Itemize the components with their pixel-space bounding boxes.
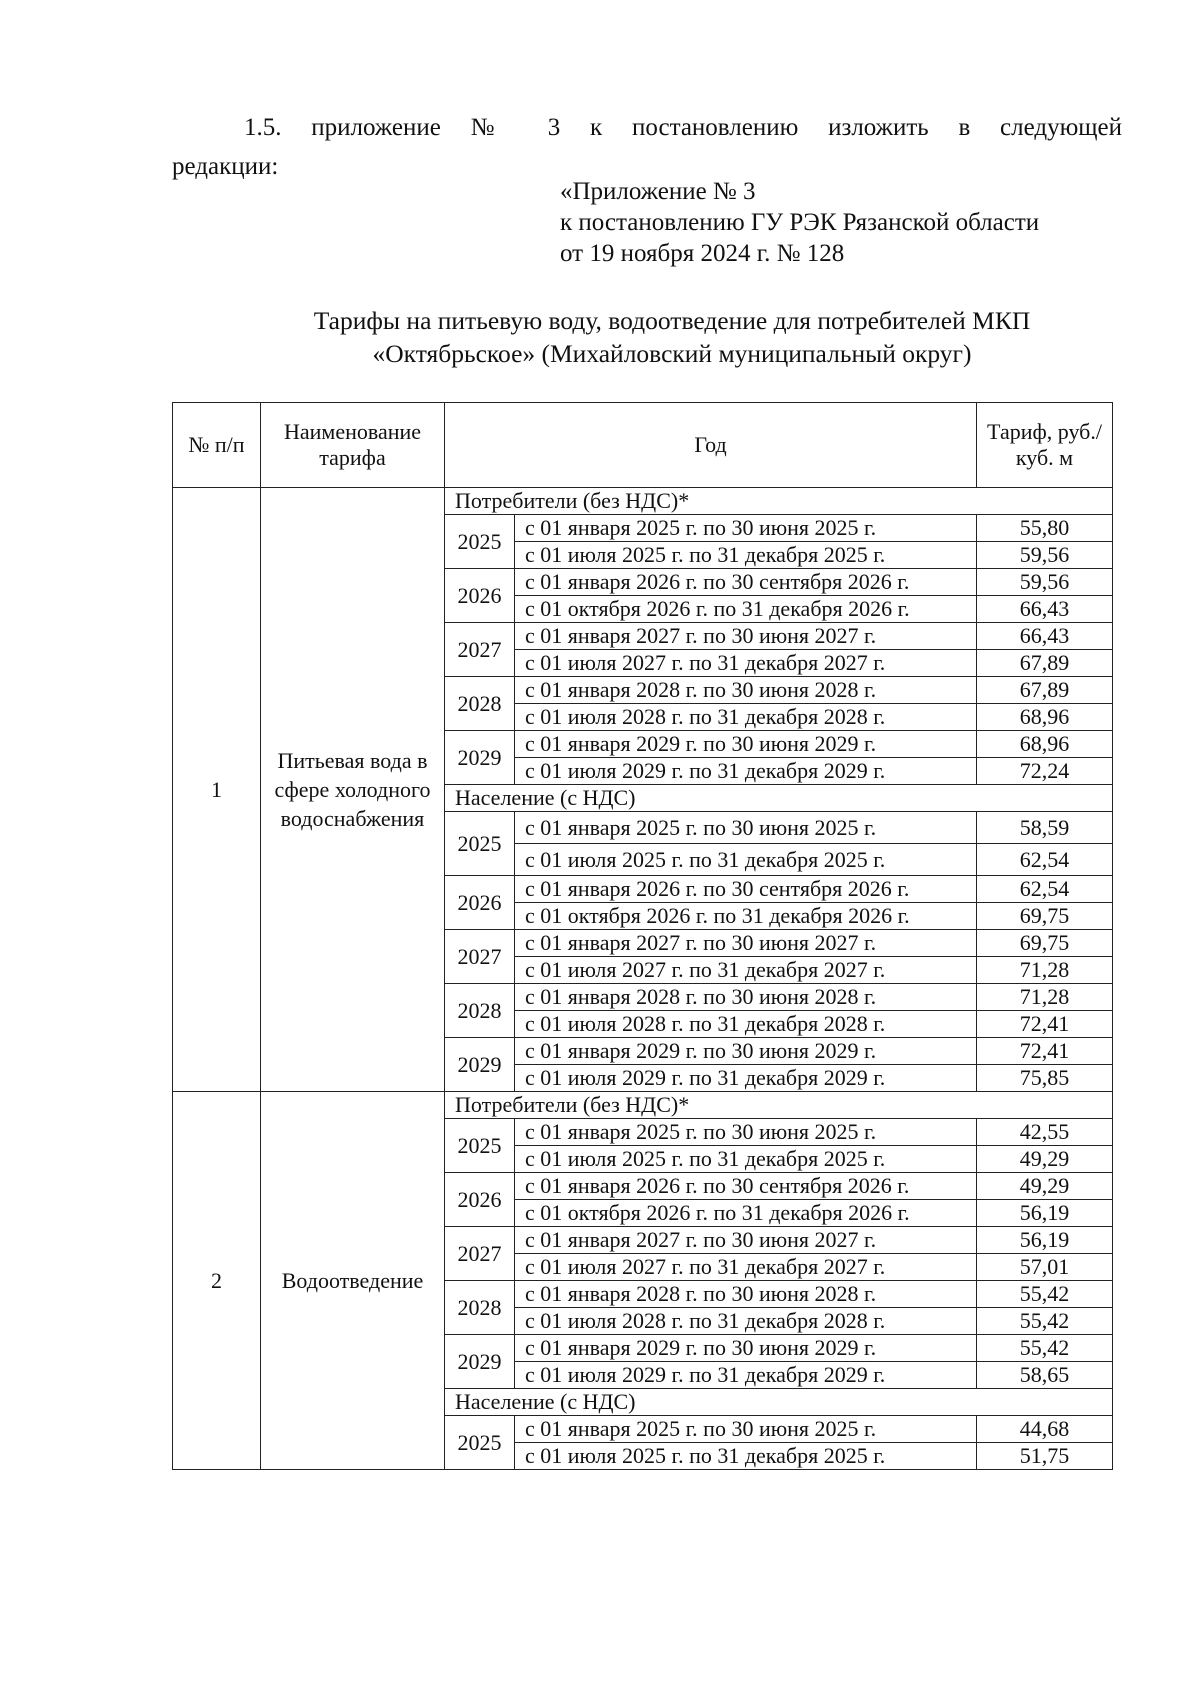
tariff-value: 75,85	[977, 1065, 1113, 1092]
tariff-value: 59,56	[977, 569, 1113, 596]
consumer-category: Население (с НДС)	[445, 785, 1113, 812]
period-cell: с 01 января 2025 г. по 30 июня 2025 г.	[515, 1416, 977, 1443]
period-cell: с 01 января 2029 г. по 30 июня 2029 г.	[515, 1038, 977, 1065]
tariff-value: 66,43	[977, 596, 1113, 623]
tariff-value: 72,41	[977, 1038, 1113, 1065]
tariff-value: 71,28	[977, 957, 1113, 984]
year-cell: 2028	[445, 984, 515, 1038]
year-cell: 2026	[445, 1173, 515, 1227]
tariff-value: 55,80	[977, 515, 1113, 542]
period-cell: с 01 июля 2028 г. по 31 декабря 2028 г.	[515, 704, 977, 731]
tariff-value: 55,42	[977, 1335, 1113, 1362]
section-number: 2	[173, 1092, 261, 1470]
tariff-value: 69,75	[977, 903, 1113, 930]
document-title	[172, 304, 1172, 370]
period-cell: с 01 июля 2025 г. по 31 декабря 2025 г.	[515, 542, 977, 569]
tariff-value: 68,96	[977, 731, 1113, 758]
year-cell: 2028	[445, 1281, 515, 1335]
year-cell: 2029	[445, 731, 515, 785]
header-year: Год	[445, 403, 977, 488]
table-body	[173, 488, 1113, 1470]
title-line: Тарифы на питьевую воду, водоотведение для потребителей МКП	[313, 306, 1031, 335]
tariff-table	[172, 402, 1113, 1470]
tariff-value: 42,55	[977, 1119, 1113, 1146]
period-cell: с 01 октября 2026 г. по 31 декабря 2026 г.	[515, 596, 977, 623]
tariff-value: 72,24	[977, 758, 1113, 785]
header-name: Наименование тарифа	[261, 403, 445, 488]
period-cell: с 01 января 2027 г. по 30 июня 2027 г.	[515, 623, 977, 650]
year-cell: 2025	[445, 515, 515, 569]
period-cell: с 01 января 2028 г. по 30 июня 2028 г.	[515, 984, 977, 1011]
intro-paragraph	[172, 108, 1122, 186]
category-row	[173, 1092, 1113, 1119]
tariff-value: 58,59	[977, 812, 1113, 844]
header-num: № п/п	[173, 403, 261, 488]
consumer-category: Потребители (без НДС)*	[445, 488, 1113, 515]
tariff-value: 69,75	[977, 930, 1113, 957]
tariff-value: 72,41	[977, 1011, 1113, 1038]
header-tariff: Тариф, руб./куб. м	[977, 403, 1113, 488]
period-cell: с 01 января 2025 г. по 30 июня 2025 г.	[515, 515, 977, 542]
tariff-value: 55,42	[977, 1308, 1113, 1335]
period-cell: с 01 июля 2027 г. по 31 декабря 2027 г.	[515, 1254, 977, 1281]
intro-line: редакции:	[172, 153, 279, 180]
category-row	[173, 488, 1113, 515]
period-cell: с 01 июля 2027 г. по 31 декабря 2027 г.	[515, 957, 977, 984]
tariff-value: 62,54	[977, 876, 1113, 903]
consumer-category: Население (с НДС)	[445, 1389, 1113, 1416]
period-cell: с 01 октября 2026 г. по 31 декабря 2026 г.	[515, 1200, 977, 1227]
tariff-value: 66,43	[977, 623, 1113, 650]
period-cell: с 01 января 2029 г. по 30 июня 2029 г.	[515, 1335, 977, 1362]
period-cell: с 01 января 2029 г. по 30 июня 2029 г.	[515, 731, 977, 758]
tariff-value: 51,75	[977, 1443, 1113, 1470]
year-cell: 2026	[445, 876, 515, 930]
tariff-value: 71,28	[977, 984, 1113, 1011]
appendix-line: от 19 ноября 2024 г. № 128	[560, 240, 845, 267]
year-cell: 2029	[445, 1038, 515, 1092]
period-cell: с 01 июля 2025 г. по 31 декабря 2025 г.	[515, 1146, 977, 1173]
period-cell: с 01 января 2026 г. по 30 сентября 2026 г.	[515, 569, 977, 596]
period-cell: с 01 июля 2029 г. по 31 декабря 2029 г.	[515, 1065, 977, 1092]
appendix-line: «Приложение № 3	[560, 178, 756, 205]
period-cell: с 01 января 2026 г. по 30 сентября 2026 г.	[515, 876, 977, 903]
table-header-row	[173, 403, 1113, 488]
period-cell: с 01 января 2027 г. по 30 июня 2027 г.	[515, 1227, 977, 1254]
period-cell: с 01 января 2027 г. по 30 июня 2027 г.	[515, 930, 977, 957]
tariff-value: 58,65	[977, 1362, 1113, 1389]
year-cell: 2027	[445, 623, 515, 677]
tariff-name: Питьевая вода в сфере холодного водоснабжения	[261, 488, 445, 1092]
period-cell: с 01 января 2028 г. по 30 июня 2028 г.	[515, 677, 977, 704]
appendix-line: к постановлению ГУ РЭК Рязанской области	[560, 209, 1040, 236]
tariff-value: 62,54	[977, 844, 1113, 876]
tariff-name: Водоотведение	[261, 1092, 445, 1470]
tariff-value: 67,89	[977, 677, 1113, 704]
section-number: 1	[173, 488, 261, 1092]
period-cell: с 01 января 2025 г. по 30 июня 2025 г.	[515, 1119, 977, 1146]
tariff-value: 55,42	[977, 1281, 1113, 1308]
year-cell: 2029	[445, 1335, 515, 1389]
year-cell: 2025	[445, 1416, 515, 1470]
tariff-value: 68,96	[977, 704, 1113, 731]
tariff-value: 44,68	[977, 1416, 1113, 1443]
period-cell: с 01 января 2026 г. по 30 сентября 2026 г.	[515, 1173, 977, 1200]
period-cell: с 01 июля 2027 г. по 31 декабря 2027 г.	[515, 650, 977, 677]
intro-line: 1.5. приложение № 3 к постановлению изложить в следующей	[244, 114, 1122, 141]
period-cell: с 01 июля 2029 г. по 31 декабря 2029 г.	[515, 1362, 977, 1389]
period-cell: с 01 июля 2025 г. по 31 декабря 2025 г.	[515, 1443, 977, 1470]
period-cell: с 01 января 2025 г. по 30 июня 2025 г.	[515, 812, 977, 844]
tariff-value: 56,19	[977, 1227, 1113, 1254]
year-cell: 2026	[445, 569, 515, 623]
period-cell: с 01 июля 2028 г. по 31 декабря 2028 г.	[515, 1011, 977, 1038]
year-cell: 2027	[445, 1227, 515, 1281]
appendix-reference	[560, 176, 1039, 269]
tariff-value: 49,29	[977, 1146, 1113, 1173]
period-cell: с 01 января 2028 г. по 30 июня 2028 г.	[515, 1281, 977, 1308]
period-cell: с 01 июля 2025 г. по 31 декабря 2025 г.	[515, 844, 977, 876]
tariff-value: 67,89	[977, 650, 1113, 677]
title-line: «Октябрьское» (Михайловский муниципальный округ)	[372, 339, 972, 368]
year-cell: 2028	[445, 677, 515, 731]
tariff-value: 56,19	[977, 1200, 1113, 1227]
year-cell: 2025	[445, 1119, 515, 1173]
period-cell: с 01 июля 2028 г. по 31 декабря 2028 г.	[515, 1308, 977, 1335]
tariff-value: 57,01	[977, 1254, 1113, 1281]
period-cell: с 01 июля 2029 г. по 31 декабря 2029 г.	[515, 758, 977, 785]
tariff-value: 59,56	[977, 542, 1113, 569]
period-cell: с 01 октября 2026 г. по 31 декабря 2026 г.	[515, 903, 977, 930]
consumer-category: Потребители (без НДС)*	[445, 1092, 1113, 1119]
year-cell: 2027	[445, 930, 515, 984]
tariff-value: 49,29	[977, 1173, 1113, 1200]
year-cell: 2025	[445, 812, 515, 876]
